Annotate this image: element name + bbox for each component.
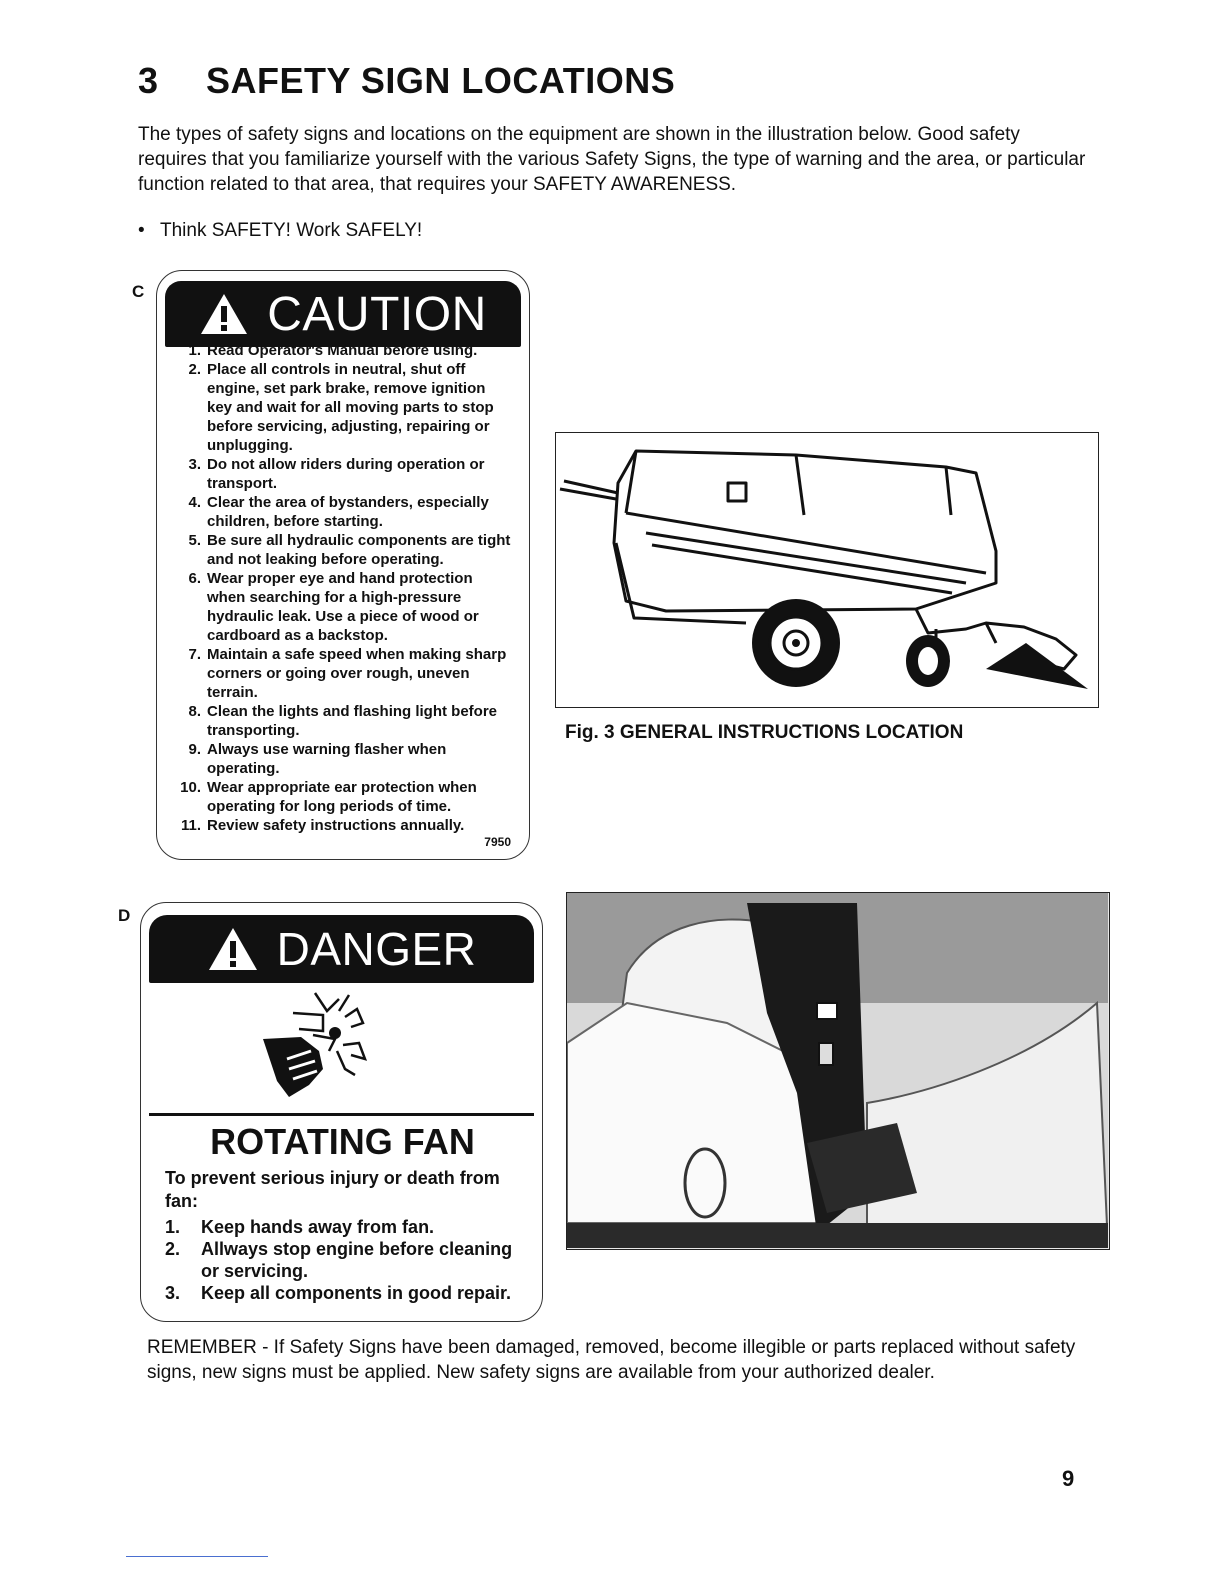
page-number: 9 xyxy=(1062,1466,1075,1491)
danger-item xyxy=(165,1238,535,1282)
caution-sign xyxy=(156,270,530,860)
caution-item-text: Review safety instructions annually. xyxy=(207,817,465,834)
caution-list xyxy=(173,341,513,835)
caution-item-text: Maintain a safe speed when making sharp corners or going over rough, uneven terrain. xyxy=(207,646,507,701)
danger-item-text: Allways stop engine before cleaning or servicing. xyxy=(201,1239,513,1281)
danger-sign-letter: D xyxy=(118,906,131,925)
bullet-text: Think SAFETY! Work SAFELY! xyxy=(160,220,423,241)
section-title: SAFETY SIGN LOCATIONS xyxy=(206,60,676,101)
danger-item xyxy=(165,1216,535,1238)
section-heading xyxy=(138,60,675,102)
footer-rule xyxy=(126,1556,268,1557)
machine-drawing xyxy=(556,433,1097,706)
caution-item xyxy=(173,455,513,493)
caution-item-number: 4. xyxy=(188,494,201,511)
caution-item xyxy=(173,816,513,835)
caution-item-text: Clean the lights and flashing light before transporting. xyxy=(207,703,498,739)
intro-paragraph: The types of safety signs and locations on the equipment are shown in the illustration below. Good safety requires that you familiarize yourself with the various Safety Signs, the type of warning and the area, or particular function related to that area, that requires your SAFETY AWARENESS. xyxy=(138,124,1086,195)
warning-triangle-icon xyxy=(199,292,249,336)
rotating-fan-hand-icon xyxy=(253,989,403,1109)
warning-triangle-icon xyxy=(207,926,259,972)
caution-item-number: 8. xyxy=(188,703,201,720)
caution-item-number: 2. xyxy=(188,361,201,378)
caution-header xyxy=(165,281,521,347)
danger-item-text: Keep hands away from fan. xyxy=(201,1217,435,1237)
machine-photo xyxy=(566,892,1110,1250)
caution-item-text: Do not allow riders during operation or transport. xyxy=(207,456,485,492)
caution-item-text: Clear the area of bystanders, especially children, before starting. xyxy=(207,494,489,530)
danger-sign xyxy=(140,902,543,1322)
caution-item-text: Always use warning flasher when operating. xyxy=(207,741,447,777)
section-number: 3 xyxy=(138,60,159,101)
caution-item-number: 3. xyxy=(188,456,201,473)
bullet-icon: • xyxy=(138,220,145,241)
caution-item-number: 1. xyxy=(188,342,201,359)
caution-item-text: Read Operator's Manual before using. xyxy=(207,342,478,359)
caution-item xyxy=(173,360,513,455)
bullet-item xyxy=(138,220,422,242)
danger-word: DANGER xyxy=(276,923,477,975)
danger-header xyxy=(149,915,534,983)
danger-item-number: 3. xyxy=(165,1283,181,1303)
caution-word: CAUTION xyxy=(267,287,487,341)
caution-item-number: 11. xyxy=(180,817,201,834)
caution-item-number: 6. xyxy=(188,570,201,587)
machine-photo-graphic xyxy=(567,893,1108,1248)
danger-divider xyxy=(149,1113,534,1116)
danger-list xyxy=(165,1216,535,1304)
sign-code: 7950 xyxy=(484,835,511,849)
caution-sign-letter: C xyxy=(132,282,145,301)
danger-item-number: 1. xyxy=(165,1217,181,1237)
caution-item-text: Wear proper eye and hand protection when searching for a high-pressure hydraulic leak. Use a piece of wood or cardboard as a backstop. xyxy=(207,570,479,644)
danger-item-text: Keep all components in good repair. xyxy=(201,1283,512,1303)
figure-machine-illustration xyxy=(555,432,1099,708)
caution-item xyxy=(173,569,513,645)
caution-item xyxy=(173,702,513,740)
caution-item-number: 9. xyxy=(188,741,201,758)
danger-item xyxy=(165,1282,535,1304)
caution-item-text: Be sure all hydraulic components are tight and not leaking before operating. xyxy=(207,532,511,568)
caution-item-number: 7. xyxy=(188,646,201,663)
danger-item-number: 2. xyxy=(165,1239,181,1259)
caution-item xyxy=(173,645,513,702)
caution-item xyxy=(173,531,513,569)
caution-item-number: 5. xyxy=(188,532,201,549)
remember-note: REMEMBER - If Safety Signs have been damaged, removed, become illegible or parts replaced without safety signs, new signs must be applied. New safety signs are available from your authorized dealer. xyxy=(147,1337,1076,1383)
danger-title: ROTATING FAN xyxy=(210,1121,475,1162)
caution-item xyxy=(173,740,513,778)
caution-item-text: Place all controls in neutral, shut off engine, set park brake, remove ignition key and wait for all moving parts to stop before servicing, adjusting, repairing or unplugging. xyxy=(207,361,494,454)
figure-caption: Fig. 3 GENERAL INSTRUCTIONS LOCATION xyxy=(565,722,964,743)
caution-item-text: Wear appropriate ear protection when operating for long periods of time. xyxy=(207,779,477,815)
caution-item xyxy=(173,493,513,531)
caution-item-number: 10. xyxy=(180,779,201,796)
danger-lead: To prevent serious injury or death from fan: xyxy=(165,1168,500,1211)
caution-item xyxy=(173,341,513,360)
caution-item xyxy=(173,778,513,816)
